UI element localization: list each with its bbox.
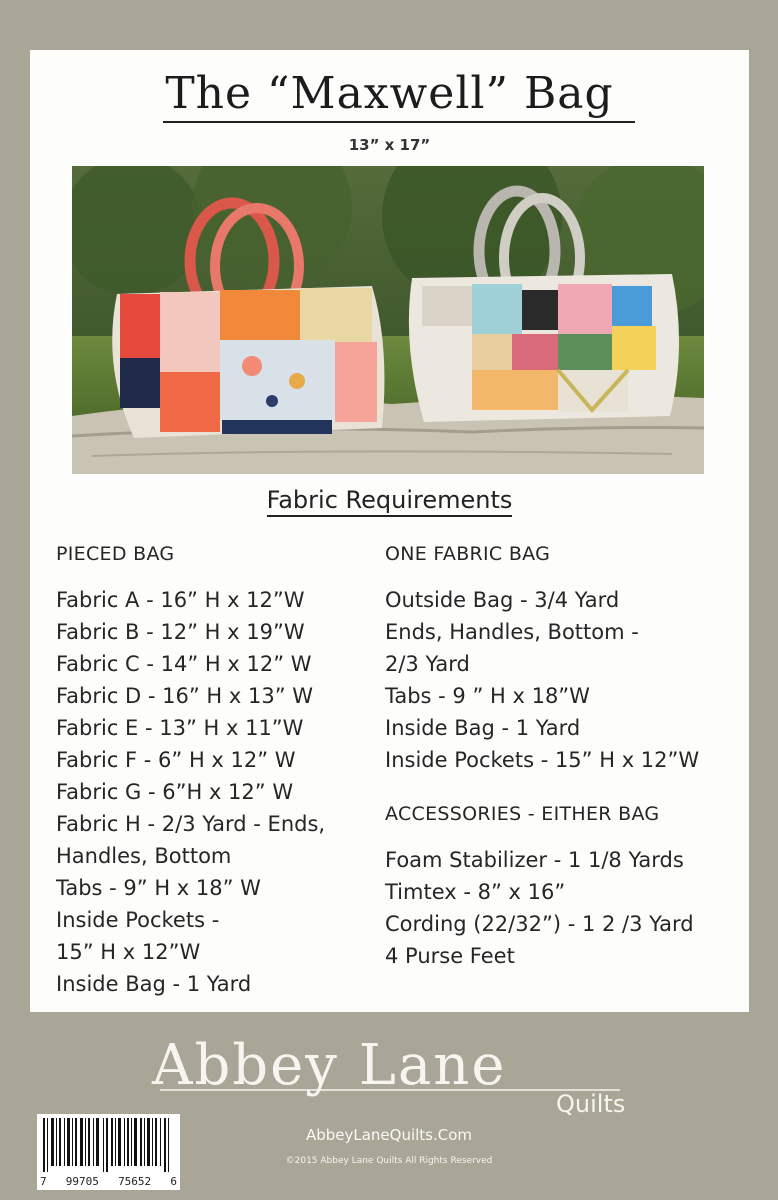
- requirement-line: Fabric E - 13” H x 11”W: [56, 716, 304, 740]
- barcode-digit-group: 99705: [65, 1175, 99, 1188]
- requirement-line: Fabric F - 6” H x 12” W: [56, 748, 296, 772]
- requirement-line: Ends, Handles, Bottom -: [385, 620, 639, 644]
- requirement-line: Inside Pockets - 15” H x 12”W: [385, 748, 700, 772]
- requirement-line: Handles, Bottom: [56, 844, 232, 868]
- one-fabric-column: [385, 538, 740, 972]
- website-link[interactable]: AbbeyLaneQuilts.Com: [305, 1126, 473, 1144]
- logo-brand: Abbey Lane: [152, 1033, 507, 1098]
- barcode-digits: [37, 1175, 180, 1188]
- bags-photo-illustration: [72, 166, 704, 474]
- requirement-line: Fabric B - 12” H x 19”W: [56, 620, 305, 644]
- requirement-line: Foam Stabilizer - 1 1/8 Yards: [385, 848, 684, 872]
- requirement-line: Tabs - 9” H x 18” W: [56, 876, 261, 900]
- requirement-line: 15” H x 12”W: [56, 940, 201, 964]
- barcode-digit-group: 75652: [118, 1175, 152, 1188]
- pattern-card: [30, 50, 749, 1012]
- requirement-line: 4 Purse Feet: [385, 944, 515, 968]
- pieced-bag-column: [56, 538, 366, 1000]
- finished-size: 13” x 17”: [348, 136, 431, 154]
- logo-sub: Quilts: [556, 1090, 626, 1118]
- requirement-line: Fabric A - 16” H x 12”W: [56, 588, 305, 612]
- requirement-line: Inside Bag - 1 Yard: [385, 716, 581, 740]
- requirement-line: Tabs - 9 ” H x 18”W: [385, 684, 590, 708]
- copyright-notice: ©2015 Abbey Lane Quilts All Rights Reserved: [285, 1156, 493, 1166]
- barcode-digit-group: 6: [170, 1175, 177, 1188]
- requirement-line: Timtex - 8” x 16”: [385, 880, 566, 904]
- requirement-line: Outside Bag - 3/4 Yard: [385, 588, 620, 612]
- spacer: [385, 776, 740, 798]
- bags-photo: [72, 166, 704, 474]
- section-title: [30, 486, 749, 514]
- requirement-line: Inside Pockets -: [56, 908, 220, 932]
- title-underline: [163, 121, 635, 123]
- page-title: The “Maxwell” Bag: [165, 68, 614, 119]
- requirement-line: Fabric G - 6”H x 12” W: [56, 780, 294, 804]
- one-fabric-heading: ONE FABRIC BAG: [385, 543, 551, 565]
- requirement-line: Fabric D - 16” H x 13” W: [56, 684, 314, 708]
- accessories-heading: ACCESSORIES - EITHER BAG: [385, 803, 660, 825]
- abbey-lane-logo: [0, 1022, 778, 1122]
- section-title-text: Fabric Requirements: [267, 486, 513, 517]
- requirement-line: Fabric C - 14” H x 12” W: [56, 652, 312, 676]
- requirement-line: 2/3 Yard: [385, 652, 470, 676]
- requirement-line: Fabric H - 2/3 Yard - Ends,: [56, 812, 326, 836]
- barcode-digit-group: 7: [40, 1175, 47, 1188]
- requirement-line: Inside Bag - 1 Yard: [56, 972, 252, 996]
- requirement-line: Cording (22/32”) - 1 2 /3 Yard: [385, 912, 694, 936]
- pieced-bag-heading: PIECED BAG: [56, 543, 175, 565]
